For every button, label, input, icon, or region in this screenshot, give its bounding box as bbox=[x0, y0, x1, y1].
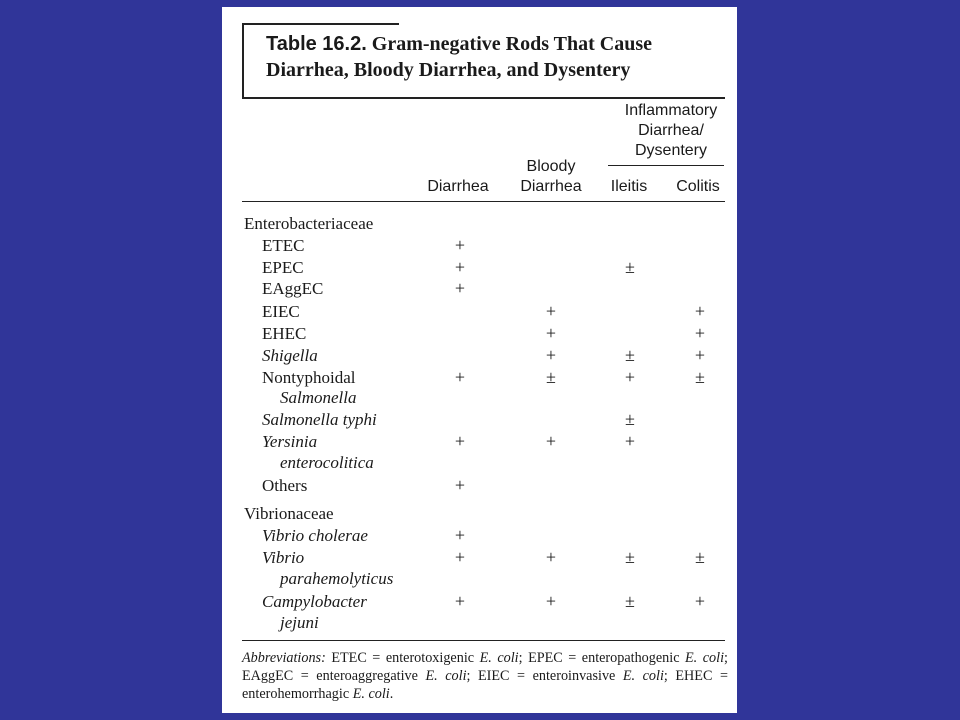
title-box-left-rule bbox=[242, 23, 244, 99]
cell-ileitis: + bbox=[624, 367, 636, 387]
row-label: enterocolitica bbox=[280, 453, 374, 472]
title-text-1: Gram-negative Rods That Cause bbox=[371, 33, 652, 55]
cell-diarrhea: + bbox=[454, 235, 466, 255]
footnote-species: E. coli bbox=[352, 686, 390, 702]
cell-colitis: + bbox=[694, 345, 706, 365]
cell-bloody: + bbox=[545, 431, 557, 451]
cell-colitis: ± bbox=[695, 367, 705, 387]
cell-bloody: ± bbox=[546, 367, 556, 387]
title-box-bottom-rule bbox=[242, 97, 725, 99]
cell-colitis: + bbox=[694, 301, 706, 321]
header-bloody-line-2: Diarrhea bbox=[520, 178, 582, 195]
table-title-box bbox=[242, 23, 725, 99]
cell-bloody: + bbox=[545, 301, 557, 321]
cell-diarrhea: + bbox=[454, 525, 466, 545]
footnote-text: ; EIEC = enteroinvasive bbox=[466, 668, 623, 684]
cell-bloody: + bbox=[545, 323, 557, 343]
row-label: Shigella bbox=[262, 346, 318, 365]
cell-ileitis: ± bbox=[625, 547, 635, 567]
header-group-line-3: Dysentery bbox=[634, 142, 708, 159]
header-colitis: Colitis bbox=[676, 178, 720, 195]
cell-bloody: + bbox=[545, 591, 557, 611]
header-group-rule bbox=[608, 165, 724, 166]
footnote-species: E. coli bbox=[425, 668, 467, 684]
row-label: jejuni bbox=[280, 613, 319, 632]
footnote-text: ; EAggEC = enteroaggregative bbox=[242, 650, 728, 684]
table-bottom-rule bbox=[242, 640, 725, 641]
cell-diarrhea: + bbox=[454, 278, 466, 298]
footnote-text: . bbox=[389, 686, 394, 702]
cell-colitis: ± bbox=[695, 547, 705, 567]
cell-colitis: + bbox=[694, 591, 706, 611]
table-page bbox=[222, 7, 737, 713]
row-label: Salmonella bbox=[280, 388, 357, 407]
row-label: Yersinia bbox=[262, 432, 318, 451]
row-label: Others bbox=[262, 476, 308, 495]
footnote-text: ; EHEC = enterohemorrhagic bbox=[242, 668, 728, 702]
abbreviations-footnote bbox=[242, 649, 728, 703]
header-diarrhea: Diarrhea bbox=[427, 178, 489, 195]
footnote-species: E. coli bbox=[622, 668, 664, 684]
header-bottom-rule bbox=[242, 201, 725, 202]
cell-ileitis: ± bbox=[625, 345, 635, 365]
row-label: Enterobacteriaceae bbox=[244, 214, 374, 233]
title-line-1 bbox=[266, 33, 652, 56]
footnote-species: E. coli bbox=[685, 650, 725, 666]
footnote-species: E. coli bbox=[479, 650, 519, 666]
cell-diarrhea: + bbox=[454, 257, 466, 277]
cell-bloody: + bbox=[545, 547, 557, 567]
cell-bloody: + bbox=[545, 345, 557, 365]
header-ileitis: Ileitis bbox=[610, 178, 648, 195]
row-label: ETEC bbox=[262, 236, 305, 255]
cell-diarrhea: + bbox=[454, 547, 466, 567]
footnote-text: ; EPEC = enteropathogenic bbox=[518, 650, 686, 666]
header-group-line-1: Inflammatory bbox=[624, 102, 718, 119]
row-label: Vibrio cholerae bbox=[262, 526, 368, 545]
row-label: Vibrionaceae bbox=[244, 504, 334, 523]
header-bloody-line-1: Bloody bbox=[526, 158, 576, 175]
row-label: EHEC bbox=[262, 324, 307, 343]
row-label: EIEC bbox=[262, 302, 300, 321]
title-box-top-rule bbox=[242, 23, 399, 25]
cell-diarrhea: + bbox=[454, 431, 466, 451]
cell-diarrhea: + bbox=[454, 367, 466, 387]
table-number: Table 16.2. bbox=[266, 33, 367, 55]
cell-ileitis: ± bbox=[625, 257, 635, 277]
title-line-2: Diarrhea, Bloody Diarrhea, and Dysentery bbox=[266, 59, 631, 81]
row-label: Salmonella typhi bbox=[262, 410, 377, 429]
cell-colitis: + bbox=[694, 323, 706, 343]
row-label: Nontyphoidal bbox=[262, 368, 356, 387]
cell-ileitis: + bbox=[624, 431, 636, 451]
cell-diarrhea: + bbox=[454, 591, 466, 611]
row-label: Vibrio bbox=[262, 548, 305, 567]
cell-ileitis: ± bbox=[625, 591, 635, 611]
footnote-text: ETEC = enterotoxigenic bbox=[325, 650, 480, 666]
row-label: EPEC bbox=[262, 258, 304, 277]
row-label: Campylobacter bbox=[262, 592, 367, 611]
row-label: EAggEC bbox=[262, 279, 324, 298]
footnote-lead: Abbreviations: bbox=[242, 650, 326, 666]
header-group-line-2: Diarrhea/ bbox=[638, 122, 704, 139]
cell-ileitis: ± bbox=[625, 409, 635, 429]
row-label: parahemolyticus bbox=[280, 569, 394, 588]
cell-diarrhea: + bbox=[454, 475, 466, 495]
